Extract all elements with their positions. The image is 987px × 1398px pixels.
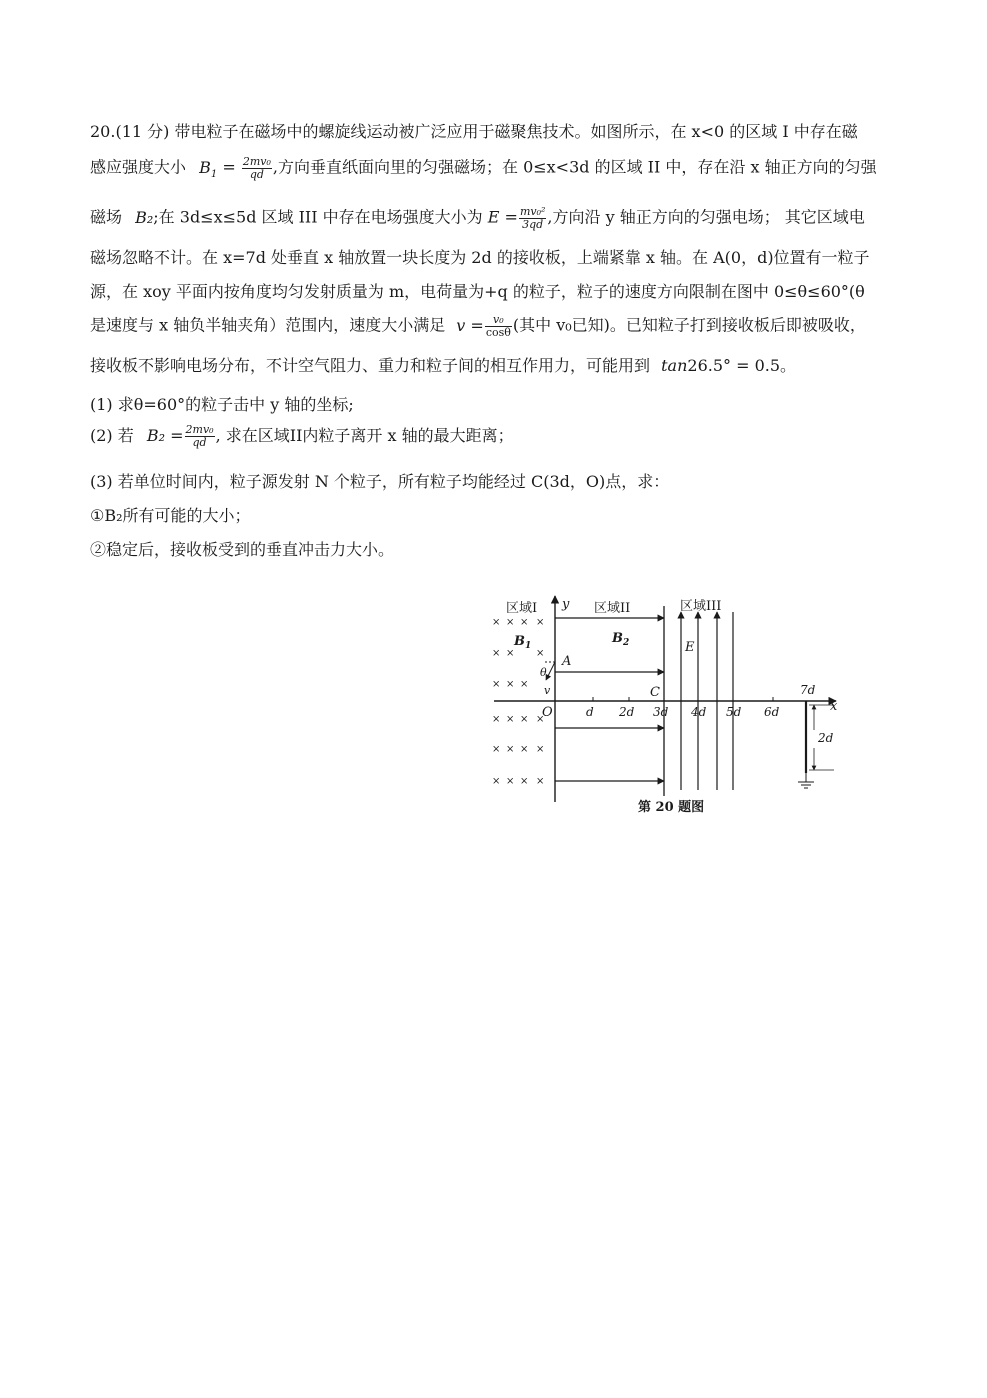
tan-symbol: tan xyxy=(661,356,688,375)
q2-b2-symbol: B₂ = xyxy=(146,426,184,445)
cross: × xyxy=(520,776,529,787)
v-denominator: cosθ xyxy=(485,325,511,339)
tick-3d: 3d xyxy=(653,705,669,719)
velocity-arrow xyxy=(546,662,555,680)
cross: × xyxy=(506,679,515,690)
q2-numerator: 2mv₀ xyxy=(185,423,214,437)
problem-text-7b: 26.5° = 0.5。 xyxy=(687,356,797,375)
b2-label xyxy=(611,631,629,648)
question-3-part-2 xyxy=(90,537,394,560)
origin-label: O xyxy=(542,705,553,720)
e-denominator: 3qd xyxy=(522,217,544,231)
v-symbol: v = xyxy=(456,315,484,335)
y-axis-label: y xyxy=(562,597,570,612)
figure-caption: 第 20 题图 xyxy=(638,800,705,815)
v-numerator: v₀ xyxy=(485,314,512,327)
question-2 xyxy=(90,423,514,449)
tick-d: d xyxy=(586,705,594,719)
tick-5d: 5d xyxy=(726,705,742,719)
b1-fraction xyxy=(242,156,272,180)
region-3-label: 区域III xyxy=(680,599,722,614)
question-1 xyxy=(90,392,354,415)
theta-label: θ xyxy=(540,666,547,679)
problem-text-3a: 磁场 xyxy=(90,207,123,227)
cross: × xyxy=(506,648,515,659)
cross: × xyxy=(536,744,545,755)
tick-7d: 7d xyxy=(800,683,816,697)
question-3-part-2-text: ②稳定后，接收板受到的垂直冲击力大小。 xyxy=(90,540,395,559)
v-label: v xyxy=(544,684,551,697)
problem-line-1 xyxy=(90,124,900,140)
region-1-label: 区域I xyxy=(506,601,538,616)
e-symbol: E = xyxy=(487,207,518,227)
tick-2d: 2d xyxy=(619,705,635,719)
problem-line-6 xyxy=(90,314,900,338)
problem-line-2 xyxy=(90,156,900,180)
b1-symbol xyxy=(199,157,218,180)
cross: × xyxy=(536,776,545,787)
x-axis-label: x xyxy=(830,699,838,714)
b1-label-sub: 1 xyxy=(525,641,532,651)
cross: × xyxy=(520,617,529,628)
problem-text-6a: 是速度与 x 轴负半轴夹角）范围内，速度大小满足 xyxy=(90,315,446,335)
b2-label-sub: 2 xyxy=(623,638,630,648)
tick-4d: 4d xyxy=(691,705,707,719)
b1-denominator: qd xyxy=(249,167,264,181)
problem-text-2a: 感应强度大小 xyxy=(90,157,187,177)
problem-text-6b: (其中 v₀已知)。已知粒子打到接收板后即被吸收， xyxy=(512,315,866,335)
problem-line-4 xyxy=(90,250,900,266)
cross: × xyxy=(506,776,515,787)
figure-svg xyxy=(488,590,848,822)
problem-text-7a: 接收板不影响电场分布，不计空气阻力、重力和粒子间的相互作用力，可能用到 xyxy=(90,356,651,375)
question-3 xyxy=(90,469,669,492)
cross: × xyxy=(492,617,501,628)
point-c-label: C xyxy=(650,685,660,700)
question-3-part-1 xyxy=(90,503,251,526)
problem-text-2b: ,方向垂直纸面向里的匀强磁场；在 0≤x<3d 的区域 II 中，存在沿 x 轴正方向的匀强 xyxy=(272,157,877,177)
cross: × xyxy=(506,617,515,628)
v-fraction xyxy=(485,314,512,338)
cross: × xyxy=(536,714,545,725)
question-2-text-b: , 求在区域II内粒子离开 x 轴的最大距离； xyxy=(215,426,514,445)
cross: × xyxy=(536,617,545,628)
cross: × xyxy=(520,744,529,755)
problem-line-7 xyxy=(90,358,900,374)
problem-text-3b: ;在 3d≤x≤5d 区域 III 中存在电场强度大小为 xyxy=(153,207,483,227)
cross: × xyxy=(506,714,515,725)
problem-text-1: 20.(11 分) 带电粒子在磁场中的螺旋线运动被广泛应用于磁聚焦技术。如图所示，在 x<0 的区域 I 中存在磁 xyxy=(90,122,858,141)
cross: × xyxy=(492,648,501,659)
cross: × xyxy=(492,776,501,787)
plate-length-label: 2d xyxy=(818,731,834,745)
b1-letter: B xyxy=(199,157,211,177)
point-a-label: A xyxy=(562,654,572,669)
problem-line-3 xyxy=(90,206,900,230)
problem-text-3c: ,方向沿 y 轴正方向的匀强电场； 其它区域电 xyxy=(547,207,865,227)
e-fraction xyxy=(519,206,546,230)
problem-text-5: 源，在 xoy 平面内按角度均匀发射质量为 m，电荷量为+q 的粒子，粒子的速度方向限制在图中 0≤θ≤60°(θ xyxy=(90,282,865,301)
e-label: E xyxy=(685,640,695,655)
b1-subscript: 1 xyxy=(210,168,218,180)
question-2-text-a: (2) 若 xyxy=(90,426,134,445)
problem-text-4: 磁场忽略不计。在 x=7d 处垂直 x 轴放置一块长度为 2d 的接收板，上端紧靠 x 轴。在 A(0，d)位置有一粒子 xyxy=(90,248,870,267)
b2-label-letter: B xyxy=(612,631,623,646)
question-3-part-1-text: ①B₂所有可能的大小； xyxy=(90,506,251,525)
cross: × xyxy=(492,714,501,725)
figure-20 xyxy=(488,590,848,822)
cross: × xyxy=(492,679,501,690)
b2-field-lines xyxy=(555,618,664,781)
cross: × xyxy=(506,744,515,755)
tick-6d: 6d xyxy=(764,705,780,719)
cross: × xyxy=(520,714,529,725)
cross: × xyxy=(520,679,529,690)
cross: × xyxy=(492,744,501,755)
b1-numerator: 2mv₀ xyxy=(242,155,271,168)
problem-line-5 xyxy=(90,284,900,300)
b1-label-letter: B xyxy=(514,634,525,649)
b1-label xyxy=(513,634,531,651)
region-2-label: 区域II xyxy=(594,601,631,616)
q2-denominator: qd xyxy=(192,436,207,449)
b2-symbol: B₂ xyxy=(135,207,154,227)
cross: × xyxy=(536,648,545,659)
b1-equals: = xyxy=(217,157,241,177)
q2-fraction xyxy=(185,424,215,448)
e-numerator: mv₀² xyxy=(519,205,546,218)
question-3-text: (3) 若单位时间内，粒子源发射 N 个粒子，所有粒子均能经过 C(3d，O)点，求： xyxy=(90,472,670,491)
question-1-text: (1) 求θ=60°的粒子击中 y 轴的坐标; xyxy=(90,395,354,414)
